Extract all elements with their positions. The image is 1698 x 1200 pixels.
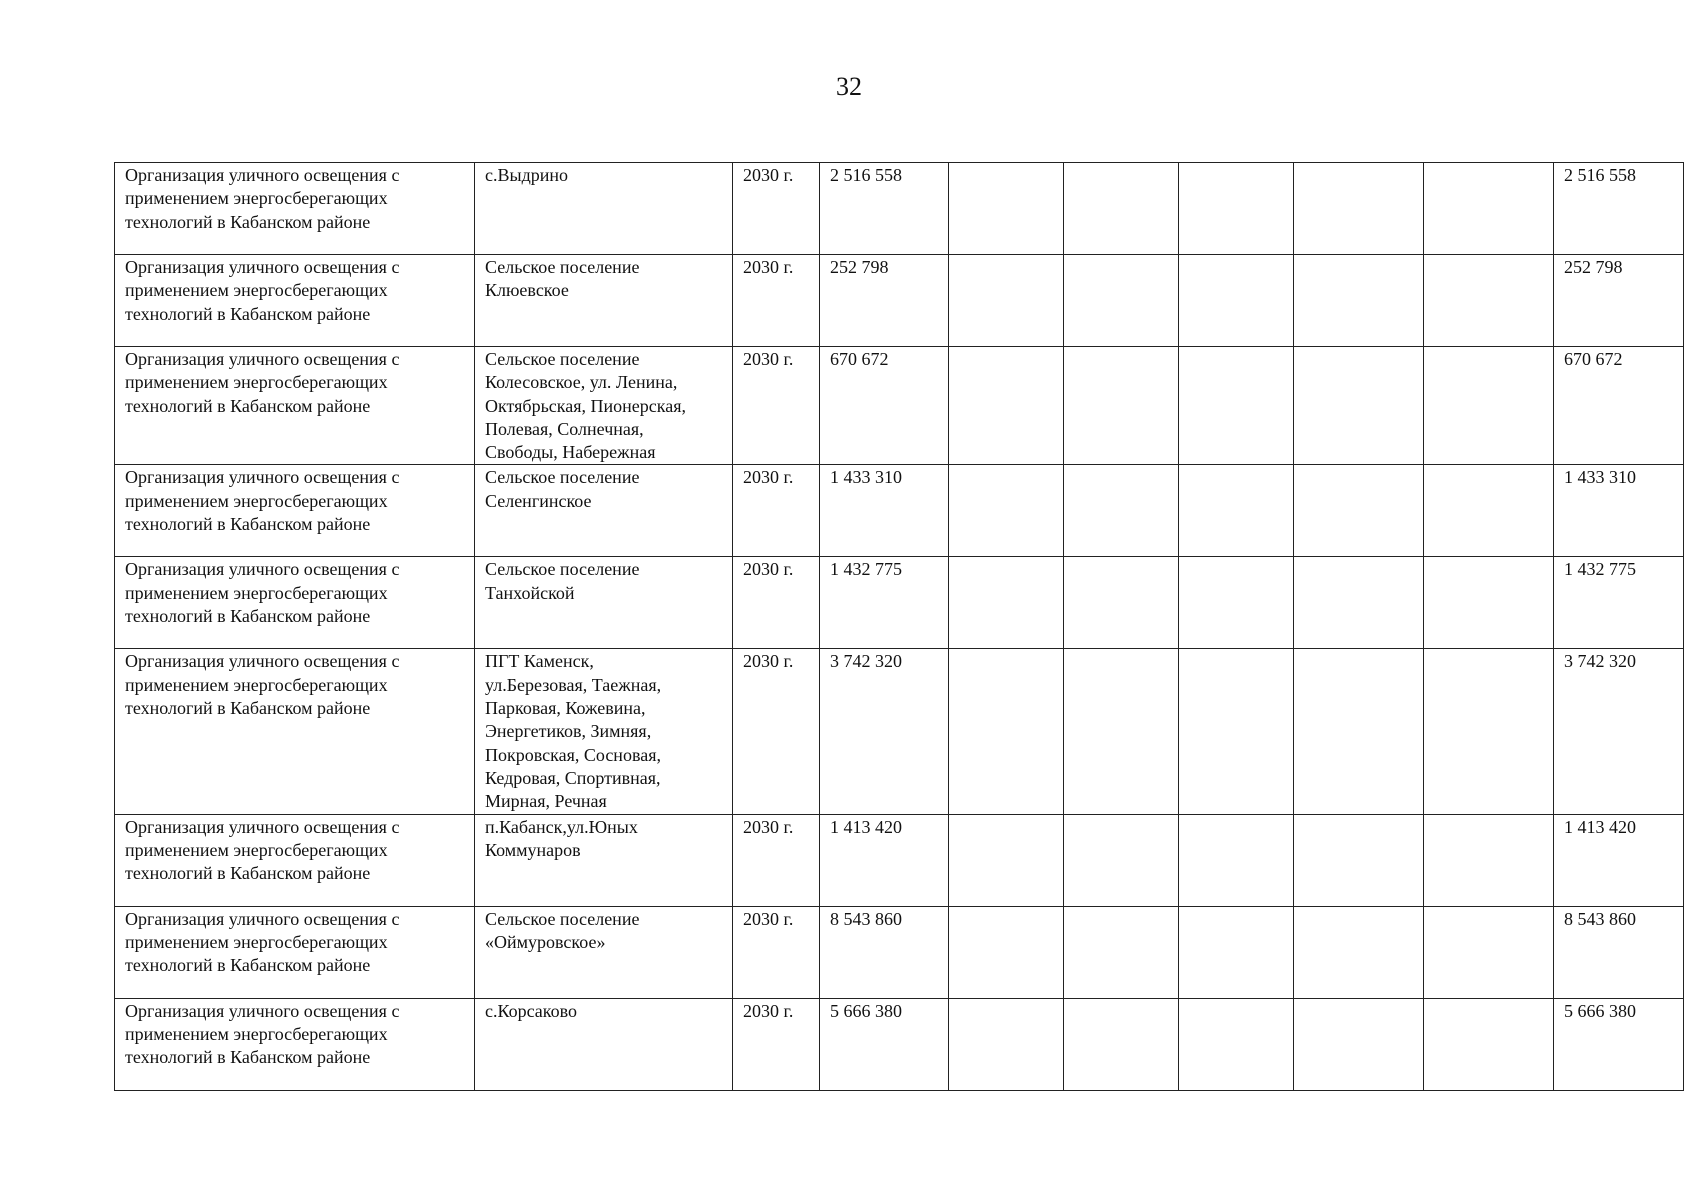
empty-cell [1179,255,1294,347]
project-name-cell: Организация уличного освещения с применением энергосберегающих технологий в Кабанском районе [115,465,475,557]
empty-cell [1064,557,1179,649]
year-cell: 2030 г. [733,557,820,649]
empty-cell [1294,465,1424,557]
table-row [115,649,1684,814]
empty-cell [949,255,1064,347]
location-cell: Сельское поселение Селенгинское [475,465,733,557]
empty-cell [949,163,1064,255]
empty-cell [1294,557,1424,649]
project-name-cell: Организация уличного освещения с применением энергосберегающих технологий в Кабанском районе [115,347,475,465]
year-cell: 2030 г. [733,998,820,1090]
total-cell: 2 516 558 [1554,163,1684,255]
amount-cell: 252 798 [820,255,949,347]
empty-cell [1424,163,1554,255]
table-row [115,906,1684,998]
location-cell: с.Выдрино [475,163,733,255]
table-row [115,347,1684,465]
empty-cell [1424,814,1554,906]
empty-cell [1424,347,1554,465]
project-name-cell: Организация уличного освещения с применением энергосберегающих технологий в Кабанском районе [115,557,475,649]
location-cell: с.Корсаково [475,998,733,1090]
project-name-cell: Организация уличного освещения с применением энергосберегающих технологий в Кабанском районе [115,814,475,906]
table-row [115,255,1684,347]
empty-cell [1064,465,1179,557]
empty-cell [1294,998,1424,1090]
empty-cell [1424,906,1554,998]
year-cell: 2030 г. [733,163,820,255]
project-name-cell: Организация уличного освещения с применением энергосберегающих технологий в Кабанском районе [115,906,475,998]
amount-cell: 1 432 775 [820,557,949,649]
empty-cell [1294,347,1424,465]
funding-table [114,162,1684,1091]
year-cell: 2030 г. [733,255,820,347]
empty-cell [1179,465,1294,557]
location-cell: п.Кабанск,ул.Юных Коммунаров [475,814,733,906]
empty-cell [1424,998,1554,1090]
year-cell: 2030 г. [733,906,820,998]
table-row [115,163,1684,255]
amount-cell: 2 516 558 [820,163,949,255]
total-cell: 670 672 [1554,347,1684,465]
empty-cell [1294,255,1424,347]
empty-cell [1064,814,1179,906]
total-cell: 1 433 310 [1554,465,1684,557]
year-cell: 2030 г. [733,814,820,906]
project-name-cell: Организация уличного освещения с применением энергосберегающих технологий в Кабанском районе [115,255,475,347]
empty-cell [1064,998,1179,1090]
empty-cell [1064,906,1179,998]
empty-cell [1064,163,1179,255]
amount-cell: 3 742 320 [820,649,949,814]
amount-cell: 8 543 860 [820,906,949,998]
amount-cell: 5 666 380 [820,998,949,1090]
amount-cell: 1 433 310 [820,465,949,557]
empty-cell [1294,649,1424,814]
empty-cell [949,557,1064,649]
total-cell: 5 666 380 [1554,998,1684,1090]
empty-cell [1424,465,1554,557]
empty-cell [1179,649,1294,814]
empty-cell [1294,906,1424,998]
empty-cell [1179,347,1294,465]
total-cell: 1 413 420 [1554,814,1684,906]
empty-cell [1064,347,1179,465]
empty-cell [1424,557,1554,649]
total-cell: 8 543 860 [1554,906,1684,998]
empty-cell [1424,255,1554,347]
year-cell: 2030 г. [733,649,820,814]
total-cell: 1 432 775 [1554,557,1684,649]
amount-cell: 1 413 420 [820,814,949,906]
empty-cell [949,906,1064,998]
year-cell: 2030 г. [733,347,820,465]
empty-cell [949,649,1064,814]
total-cell: 252 798 [1554,255,1684,347]
table-row [115,557,1684,649]
empty-cell [1179,163,1294,255]
empty-cell [1064,649,1179,814]
table-row [115,998,1684,1090]
empty-cell [1179,998,1294,1090]
location-cell: ПГТ Каменск, ул.Березовая, Таежная, Парковая, Кожевина, Энергетиков, Зимняя, Покровская, Сосновая, Кедровая, Спортивная, Мирная, Речная [475,649,733,814]
empty-cell [949,465,1064,557]
empty-cell [1179,814,1294,906]
empty-cell [1064,255,1179,347]
empty-cell [949,998,1064,1090]
empty-cell [1424,649,1554,814]
empty-cell [949,814,1064,906]
location-cell: Сельское поселение Танхойской [475,557,733,649]
location-cell: Сельское поселение «Оймуровское» [475,906,733,998]
table-row [115,814,1684,906]
empty-cell [1179,557,1294,649]
project-name-cell: Организация уличного освещения с применением энергосберегающих технологий в Кабанском районе [115,163,475,255]
amount-cell: 670 672 [820,347,949,465]
table-row [115,465,1684,557]
project-name-cell: Организация уличного освещения с применением энергосберегающих технологий в Кабанском районе [115,998,475,1090]
empty-cell [1179,906,1294,998]
empty-cell [949,347,1064,465]
year-cell: 2030 г. [733,465,820,557]
page-number: 32 [836,72,862,101]
total-cell: 3 742 320 [1554,649,1684,814]
location-cell: Сельское поселение Клюевское [475,255,733,347]
empty-cell [1294,163,1424,255]
empty-cell [1294,814,1424,906]
location-cell: Сельское поселение Колесовское, ул. Ленина, Октябрьская, Пионерская, Полевая, Солнечная, Свободы, Набережная [475,347,733,465]
project-name-cell: Организация уличного освещения с применением энергосберегающих технологий в Кабанском районе [115,649,475,814]
